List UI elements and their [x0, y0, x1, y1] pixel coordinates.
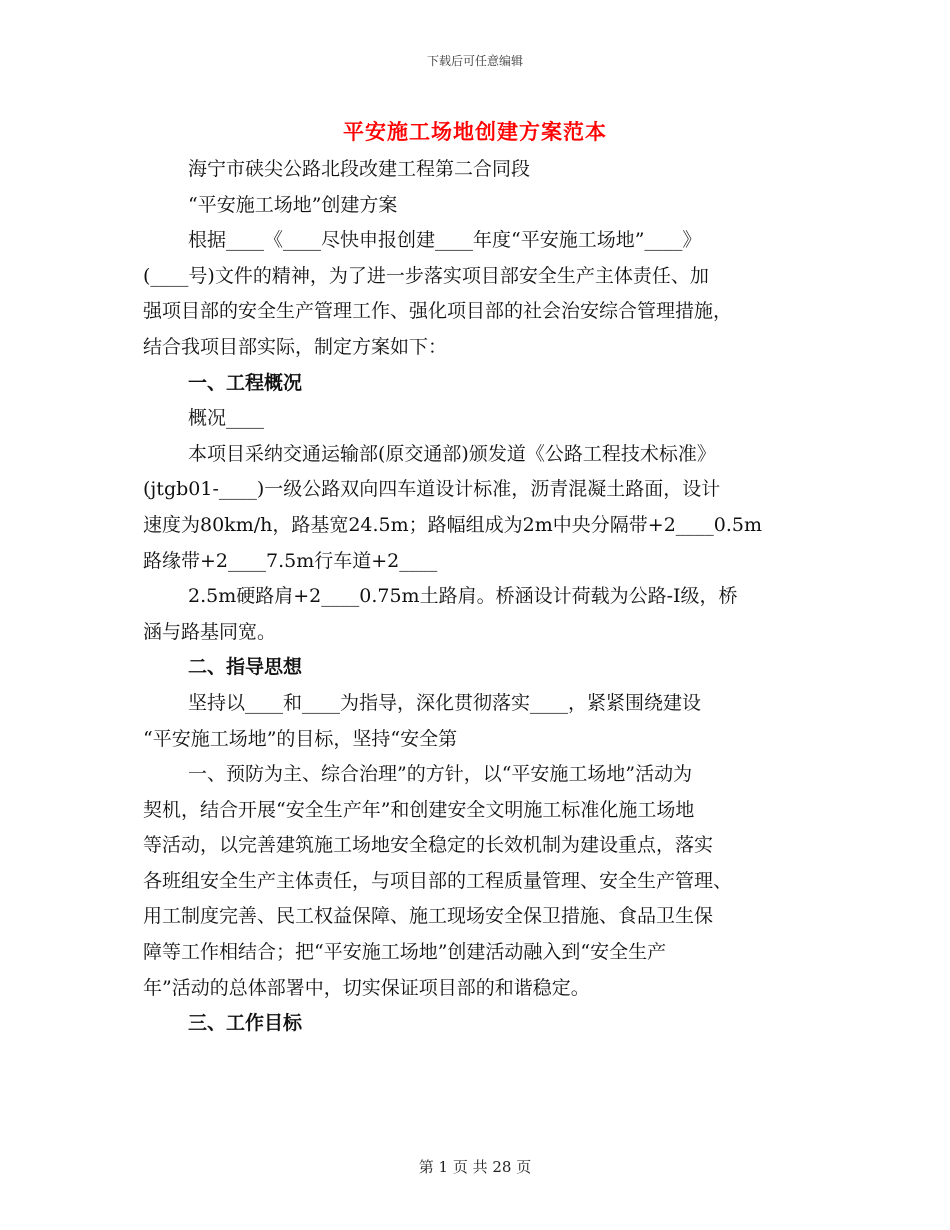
paragraph-line: 路缘带+2____7.5m行车道+2____ [143, 549, 438, 572]
paragraph-line: 结合我项目部实际，制定方案如下： [143, 335, 448, 358]
paragraph-line: 坚持以____和____为指导，深化贯彻落实____，紧紧围绕建设 [188, 691, 702, 714]
paragraph-line: 概况____ [188, 407, 265, 430]
paragraph-line: (jtgb01-____)一级公路双向四车道设计标准，沥青混凝土路面，设计 [143, 478, 721, 501]
paragraph-line: 障等工作相结合；把“平安施工场地”创建活动融入到“安全生产 [143, 941, 667, 964]
paragraph-line: “平安施工场地”的目标，坚持“安全第 [143, 727, 458, 750]
section-heading-1: 一、工程概况 [188, 371, 303, 394]
paragraph-line: 根据____《____尽快申报创建____年度“平安施工场地”____》 [188, 229, 702, 252]
paragraph-line: 速度为80km/h，路基宽24.5m；路幅组成为2m中央分隔带+2____0.5m [143, 513, 763, 536]
paragraph-line: 涵与路基同宽。 [143, 620, 277, 643]
paragraph-line: 2.5m硬路肩+2____0.75m土路肩。桥涵设计荷载为公路-Ⅰ级，桥 [188, 585, 738, 608]
paragraph-line: 用工制度完善、民工权益保障、施工现场安全保卫措施、食品卫生保 [143, 905, 714, 928]
project-name-line: 海宁市硖尖公路北段改建工程第二合同段 [188, 158, 531, 180]
plan-subtitle-line: “平安施工场地”创建方案 [188, 193, 398, 216]
document-body [143, 152, 815, 1042]
paragraph-line: 契机，结合开展“安全生产年”和创建安全文明施工标准化施工场地 [143, 798, 695, 821]
section-heading-3: 三、工作目标 [188, 1012, 303, 1035]
paragraph-line: 等活动，以完善建筑施工场地安全稳定的长效机制为建设重点，落实 [143, 834, 714, 857]
page-header: 下载后可任意编辑 [426, 54, 523, 68]
paragraph-line: 年”活动的总体部署中，切实保证项目部的和谐稳定。 [143, 976, 590, 999]
paragraph-line: 一、预防为主、综合治理”的方针，以“平安施工场地”活动为 [188, 763, 693, 786]
paragraph-line: 本项目采纳交通运输部(原交通部)颁发道《公路工程技术标准》 [188, 442, 716, 465]
paragraph-line: 强项目部的安全生产管理工作、强化项目部的社会治安综合管理措施， [143, 300, 733, 323]
paragraph-line: 各班组安全生产主体责任，与项目部的工程质量管理、安全生产管理、 [143, 869, 733, 892]
document-title: 平安施工场地创建方案范本 [343, 119, 607, 144]
page-number-footer: 第 1 页 共 28 页 [418, 1158, 532, 1176]
paragraph-line: (____号)文件的精神，为了进一步落实项目部安全生产主体责任、加 [143, 264, 709, 287]
section-heading-2: 二、指导思想 [188, 656, 303, 679]
